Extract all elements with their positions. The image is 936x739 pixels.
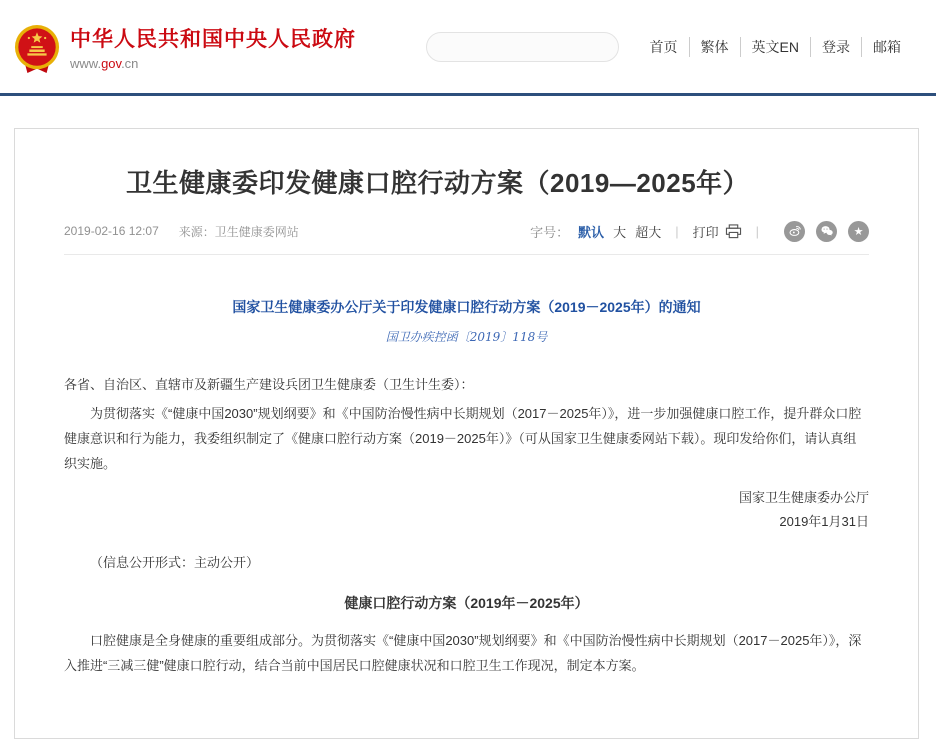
article-container bbox=[14, 128, 919, 739]
document-number: 国卫办疾控函〔2019〕118号 bbox=[385, 329, 548, 344]
source-label: 来源： bbox=[178, 224, 215, 239]
article-title: 卫生健康委印发健康口腔行动方案（2019—2025年） bbox=[126, 168, 750, 198]
salutation-paragraph: 各省、自治区、直辖市及新疆生产建设兵团卫生健康委（卫生计生委）： bbox=[64, 376, 474, 392]
article-meta-left bbox=[64, 223, 299, 240]
font-size-xlarge-button[interactable]: 超大 bbox=[635, 224, 662, 240]
nav-home[interactable]: 首页 bbox=[649, 38, 678, 55]
nav-login[interactable]: 登录 bbox=[810, 37, 861, 57]
print-label: 打印 bbox=[692, 224, 719, 240]
wechat-icon[interactable] bbox=[816, 221, 837, 242]
site-header bbox=[0, 0, 936, 93]
toolbar-separator: | bbox=[755, 223, 759, 239]
header-divider-bar bbox=[0, 93, 936, 96]
site-title[interactable]: 中华人民共和国中央人民政府 bbox=[70, 27, 356, 51]
font-size-large-button[interactable]: 大 bbox=[613, 224, 627, 240]
signoff-block bbox=[64, 486, 869, 534]
site-brand[interactable] bbox=[14, 20, 356, 74]
star-glyph: ★ bbox=[853, 224, 864, 238]
print-button[interactable] bbox=[693, 222, 742, 241]
nav-mailbox[interactable]: 邮箱 bbox=[861, 37, 912, 57]
toolbar-separator: | bbox=[675, 223, 679, 239]
weibo-icon[interactable] bbox=[784, 221, 805, 242]
site-url-www: www. bbox=[70, 55, 102, 71]
nav-english[interactable]: 英文EN bbox=[740, 37, 810, 57]
body-paragraph-2: 口腔健康是全身健康的重要组成部分。为贯彻落实《“健康中国2030”规划纲要》和《中国防治慢性病中长期规划（2017－2025年）》，深入推进“三减三健”健康口腔行动，结合当前中国居民口腔健康状况和口腔卫生工作现况，制定本方案。 bbox=[64, 632, 862, 673]
font-size-label: 字号： bbox=[530, 224, 570, 240]
signoff-organization: 国家卫生健康委办公厅 bbox=[738, 489, 869, 505]
disclosure-note: （信息公开形式：主动公开） bbox=[90, 554, 260, 570]
source-link[interactable]: 卫生健康委网站 bbox=[214, 224, 299, 239]
meta-divider bbox=[64, 254, 869, 255]
search-box bbox=[426, 32, 619, 62]
site-url-gov: gov bbox=[101, 55, 122, 71]
nav-traditional-chinese[interactable]: 繁体 bbox=[689, 37, 740, 57]
site-url-cn: .cn bbox=[121, 55, 139, 71]
font-size-default-button[interactable]: 默认 bbox=[578, 224, 605, 240]
share-icons bbox=[773, 221, 869, 242]
national-emblem-logo[interactable] bbox=[14, 24, 60, 74]
article-toolbar bbox=[530, 221, 869, 242]
search-input[interactable] bbox=[427, 33, 619, 61]
favorite-star-icon[interactable] bbox=[848, 221, 869, 242]
publish-date: 2019-02-16 12:07 bbox=[64, 224, 159, 239]
plan-title: 健康口腔行动方案（2019年－2025年） bbox=[344, 594, 589, 611]
body-paragraph-1: 为贯彻落实《“健康中国2030”规划纲要》和《中国防治慢性病中长期规划（2017－2025年）》，进一步加强健康口腔工作，提升群众口腔健康意识和行为能力，我委组织制定了《健康口腔行动方案（2019－2025年）》（可从国家卫生健康委网站下载）。现印发给你们，请认真组织实施。 bbox=[64, 405, 862, 471]
document-body bbox=[64, 297, 869, 678]
signoff-date: 2019年1月31日 bbox=[779, 513, 869, 529]
printer-icon bbox=[725, 224, 742, 239]
article-meta-row bbox=[64, 221, 869, 242]
notice-title: 国家卫生健康委办公厅关于印发健康口腔行动方案（2019－2025年）的通知 bbox=[232, 298, 701, 315]
header-nav bbox=[639, 37, 912, 57]
site-url[interactable] bbox=[70, 56, 356, 71]
